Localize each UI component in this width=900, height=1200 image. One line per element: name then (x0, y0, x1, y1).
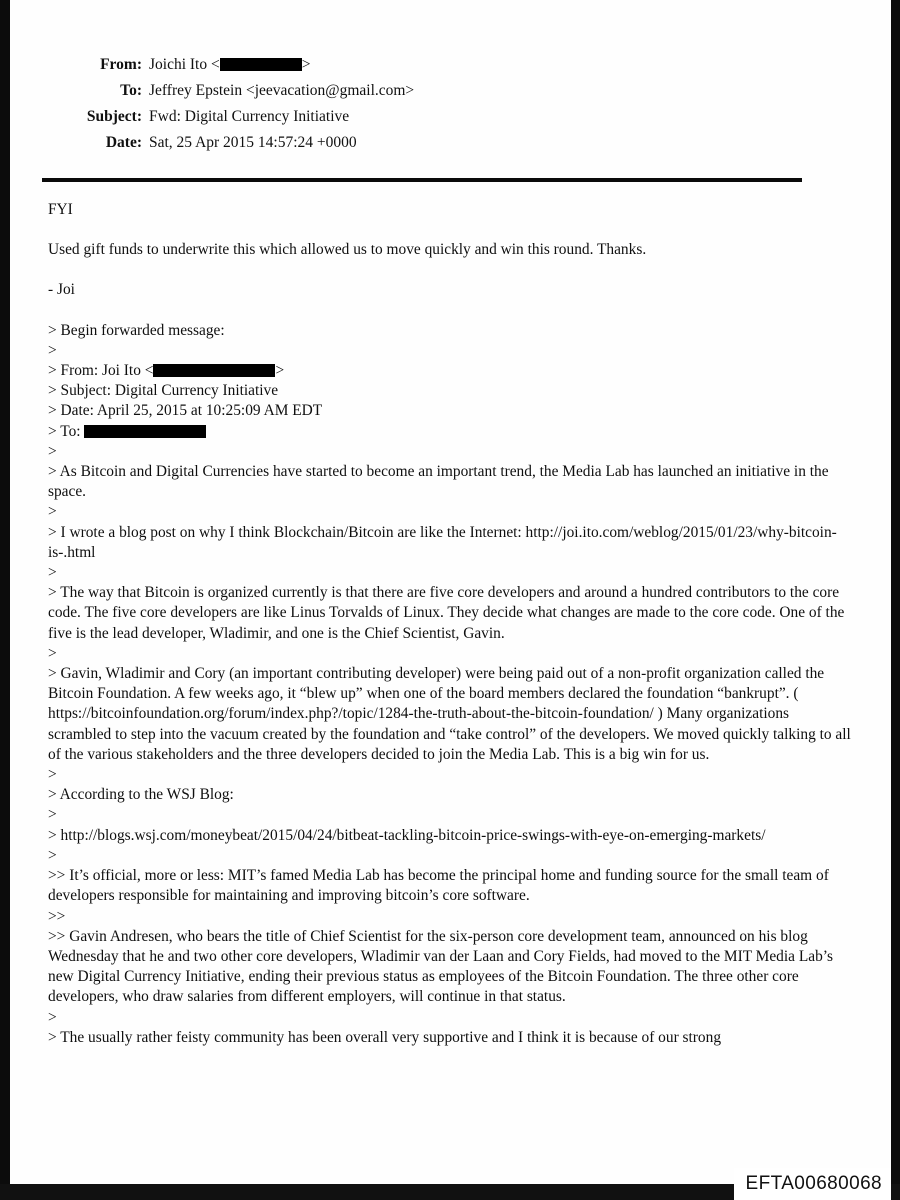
document-sheet (10, 0, 891, 1184)
quoted-paragraph-7: >> It’s official, more or less: MIT’s famed Media Lab has become the principal home and funding source for the small team of developers responsible for maintaining and improving bitcoin’s core software. (48, 867, 829, 905)
quoted-paragraph-8: >> Gavin Andresen, who bears the title of Chief Scientist for the six-person core development team, announced on his blog Wednesday that he and two other core developers, Wladimir van der Laan and Cory Fields, had moved to the MIT Media Lab’s new Digital Currency Initiative, ending their previous status as employees of the Bitcoin Foundation. The three other core developers, who draw salaries from different employers, will continue in that status. (48, 927, 834, 1006)
quoted-blank-3: > (48, 503, 57, 521)
header-label-date: Date: (105, 134, 142, 151)
header-from-text: Joichi Ito < (149, 56, 220, 73)
bates-stamp: EFTA00680068 (734, 1168, 891, 1200)
quoted-blank-6: > (48, 766, 57, 784)
quoted-paragraph-6: > http://blogs.wsj.com/moneybeat/2015/04/24/bitbeat-tackling-bitcoin-price-swings-with-eye-on-emerging-markets/ (48, 826, 766, 844)
quoted-blank-10: > (48, 1008, 57, 1026)
header-value-subject: Fwd: Digital Currency Initiative (149, 108, 350, 125)
quoted-date: > Date: April 25, 2015 at 10:25:09 AM EDT (48, 402, 323, 420)
header-row-date (50, 130, 790, 156)
header-row-from (50, 52, 790, 78)
quoted-paragraph-9: > The usually rather feisty community has been overall very supportive and I think it is because of our strong (48, 1028, 722, 1046)
header-label-subject: Subject: (86, 108, 142, 125)
header-value-to: Jeffrey Epstein <jeevacation@gmail.com> (149, 82, 415, 99)
header-from-text-end: > (301, 56, 311, 73)
quoted-blank-8: > (48, 846, 57, 864)
quoted-subject: > Subject: Digital Currency Initiative (48, 382, 279, 400)
redaction-bar-quoted-to (84, 425, 206, 438)
quoted-paragraph-3: > The way that Bitcoin is organized currently is that there are five core developers and around a hundred contributors to the core code. The five core developers are like Linus Torvalds of Linux. They decide what changes are made to the core code. One of the five is the lead developer, Wladimir, and one is the Chief Scientist, Gavin. (48, 584, 845, 642)
quoted-to-text: > To: (48, 422, 81, 440)
header-row-to (50, 78, 790, 104)
body-signature: - Joi (48, 281, 75, 299)
quoted-from (48, 361, 853, 381)
quoted-begin: > Begin forwarded message: (48, 321, 225, 339)
quoted-paragraph-5: > According to the WSJ Blog: (48, 786, 234, 804)
header-value-date: Sat, 25 Apr 2015 14:57:24 +0000 (149, 134, 357, 151)
redaction-bar-quoted-from (153, 364, 275, 377)
quoted-paragraph-4: > Gavin, Wladimir and Cory (an important contributing developer) were being paid out of a non-profit organization called the Bitcoin Foundation. A few weeks ago, it “blew up” when one of the board members declared the foundation “bankrupt”. ( https://bitcoinfoundation.org/forum/index.php?/topic/1284-the-truth-about-the-bitcoin-foundation/ ) Many organizations scrambled to step into the vacuum created by the foundation and “take control” of the developers. We moved quickly talking to all of the various stakeholders and the three developers decided to join the Media Lab. This is a big win for us. (48, 665, 851, 763)
redaction-bar-from (220, 58, 302, 71)
header-label-from: From: (100, 56, 142, 73)
quoted-from-text: > From: Joi Ito < (48, 362, 154, 380)
page-edge-right (891, 0, 900, 1200)
quoted-from-text-end: > (275, 362, 285, 380)
header-label-to: To: (120, 82, 142, 99)
header-divider-rule (42, 178, 802, 182)
quoted-blank-7: > (48, 806, 57, 824)
email-body (48, 200, 853, 1048)
quoted-to (48, 422, 853, 442)
quoted-blank-9: >> (48, 907, 66, 925)
quoted-blank-5: > (48, 644, 57, 662)
quoted-blank-4: > (48, 564, 57, 582)
quoted-paragraph-2: > I wrote a blog post on why I think Blockchain/Bitcoin are like the Internet: http://joi.ito.com/weblog/2015/01/23/why-bitcoin-is-.html (48, 523, 837, 561)
header-row-subject (50, 104, 790, 130)
email-header-block (50, 52, 790, 156)
page-edge-left (0, 0, 10, 1200)
header-value-from (149, 52, 790, 78)
body-fyi: FYI (48, 201, 73, 218)
quoted-blank-1: > (48, 341, 57, 359)
body-intro: Used gift funds to underwrite this which allowed us to move quickly and win this round. Thanks. (48, 241, 647, 259)
quoted-blank-2: > (48, 442, 57, 460)
quoted-paragraph-1: > As Bitcoin and Digital Currencies have started to become an important trend, the Media Lab has launched an initiative in the space. (48, 463, 829, 501)
